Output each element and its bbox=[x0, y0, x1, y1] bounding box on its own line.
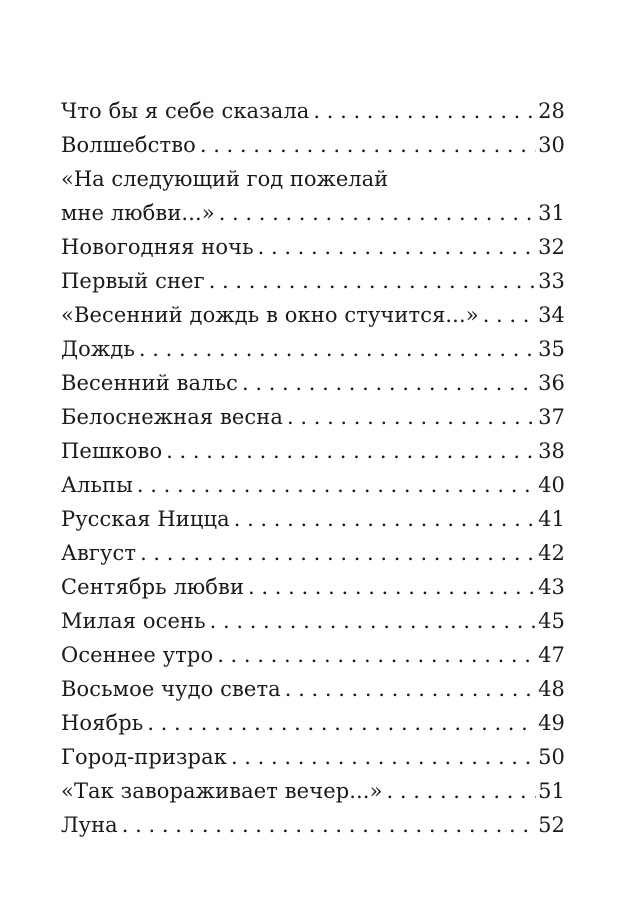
dot-leader bbox=[313, 94, 536, 128]
toc-entry-page: 28 bbox=[538, 99, 565, 123]
toc-entry-title: Август bbox=[61, 541, 137, 565]
toc-entry bbox=[61, 94, 565, 128]
toc-entry-title: Ноябрь bbox=[61, 711, 144, 735]
dot-leader bbox=[166, 434, 536, 468]
toc-entry-page: 32 bbox=[538, 235, 565, 259]
toc-entry bbox=[61, 128, 565, 162]
toc-entry bbox=[61, 468, 565, 502]
toc-entry bbox=[61, 264, 565, 298]
toc-entry-page: 43 bbox=[538, 575, 565, 599]
toc-entry-title: Пешково bbox=[61, 439, 163, 463]
dot-leader bbox=[387, 774, 537, 808]
dot-leader bbox=[210, 604, 536, 638]
toc-entry-page: 30 bbox=[538, 133, 565, 157]
toc-entry-page: 49 bbox=[538, 711, 565, 735]
toc-entry-title: Восьмое чудо света bbox=[61, 677, 281, 701]
toc-entry bbox=[61, 638, 565, 672]
toc-entry bbox=[61, 298, 565, 332]
toc-entry-title: Первый снег bbox=[61, 269, 205, 293]
dot-leader bbox=[200, 128, 536, 162]
toc-entry-page: 36 bbox=[538, 371, 565, 395]
toc-entry-page: 51 bbox=[538, 779, 565, 803]
toc-entry-page: 41 bbox=[538, 507, 565, 531]
toc-entry-page: 45 bbox=[538, 609, 565, 633]
toc-entry bbox=[61, 672, 565, 706]
dot-leader bbox=[287, 400, 536, 434]
toc-entry-title: «Весенний дождь в окно стучится...» bbox=[61, 303, 479, 327]
toc-entry-title: Что бы я себе сказала bbox=[61, 99, 310, 123]
toc-entry bbox=[61, 740, 565, 774]
toc-entry bbox=[61, 570, 565, 604]
toc-entry-title-first-line: «На следующий год пожелай bbox=[61, 167, 389, 191]
dot-leader bbox=[231, 740, 536, 774]
dot-leader bbox=[234, 502, 536, 536]
dot-leader bbox=[285, 672, 536, 706]
toc-entry-title: Дождь bbox=[61, 337, 135, 361]
toc-entry-page: 33 bbox=[538, 269, 565, 293]
toc-entry bbox=[61, 434, 565, 468]
dot-leader bbox=[139, 332, 536, 366]
dot-leader bbox=[483, 298, 536, 332]
toc-entry bbox=[61, 536, 565, 570]
dot-leader bbox=[122, 808, 536, 842]
toc-entry bbox=[61, 366, 565, 400]
toc-entry-title: Весенний вальс bbox=[61, 371, 238, 395]
toc-entry-title: Сентябрь любви bbox=[61, 575, 245, 599]
dot-leader bbox=[147, 706, 536, 740]
toc-entry-title: Новогодняя ночь bbox=[61, 235, 254, 259]
toc-entry-page: 40 bbox=[538, 473, 565, 497]
toc-entry-page: 50 bbox=[538, 745, 565, 769]
toc-entry-page: 37 bbox=[538, 405, 565, 429]
toc-entry bbox=[61, 332, 565, 366]
toc-entry-title: Белоснежная весна bbox=[61, 405, 284, 429]
toc-entry bbox=[61, 706, 565, 740]
toc-entry-page: 34 bbox=[538, 303, 565, 327]
toc-entry-title: Альпы bbox=[61, 473, 133, 497]
dot-leader bbox=[140, 536, 536, 570]
toc-entry bbox=[61, 400, 565, 434]
dot-leader bbox=[219, 196, 536, 230]
dot-leader bbox=[242, 366, 536, 400]
toc-entry-page: 31 bbox=[538, 201, 565, 225]
toc-entry-title: Русская Ницца bbox=[61, 507, 230, 531]
dot-leader bbox=[209, 264, 536, 298]
toc-entry-title: Осеннее утро bbox=[61, 643, 214, 667]
toc-entry-page: 47 bbox=[538, 643, 565, 667]
dot-leader bbox=[137, 468, 536, 502]
toc-entry-page: 38 bbox=[538, 439, 565, 463]
toc-entry-title: Луна bbox=[61, 813, 118, 837]
toc-entry-page: 52 bbox=[538, 813, 565, 837]
dot-leader bbox=[217, 638, 536, 672]
toc-entry-title: мне любви...» bbox=[61, 201, 215, 225]
toc-entry bbox=[61, 604, 565, 638]
toc-entry-title: Милая осень bbox=[61, 609, 206, 633]
toc-entry bbox=[61, 808, 565, 842]
toc-entry-page: 35 bbox=[538, 337, 565, 361]
toc-entry-title: Город-призрак bbox=[61, 745, 227, 769]
toc-entry-page: 48 bbox=[538, 677, 565, 701]
toc-entry-title: «Так завораживает вечер...» bbox=[61, 779, 383, 803]
table-of-contents bbox=[61, 94, 565, 842]
dot-leader bbox=[248, 570, 536, 604]
toc-entry bbox=[61, 502, 565, 536]
toc-entry bbox=[61, 230, 565, 264]
dot-leader bbox=[258, 230, 536, 264]
toc-entry bbox=[61, 196, 565, 230]
toc-entry-page: 42 bbox=[538, 541, 565, 565]
toc-entry-title: Волшебство bbox=[61, 133, 196, 157]
toc-entry bbox=[61, 774, 565, 808]
